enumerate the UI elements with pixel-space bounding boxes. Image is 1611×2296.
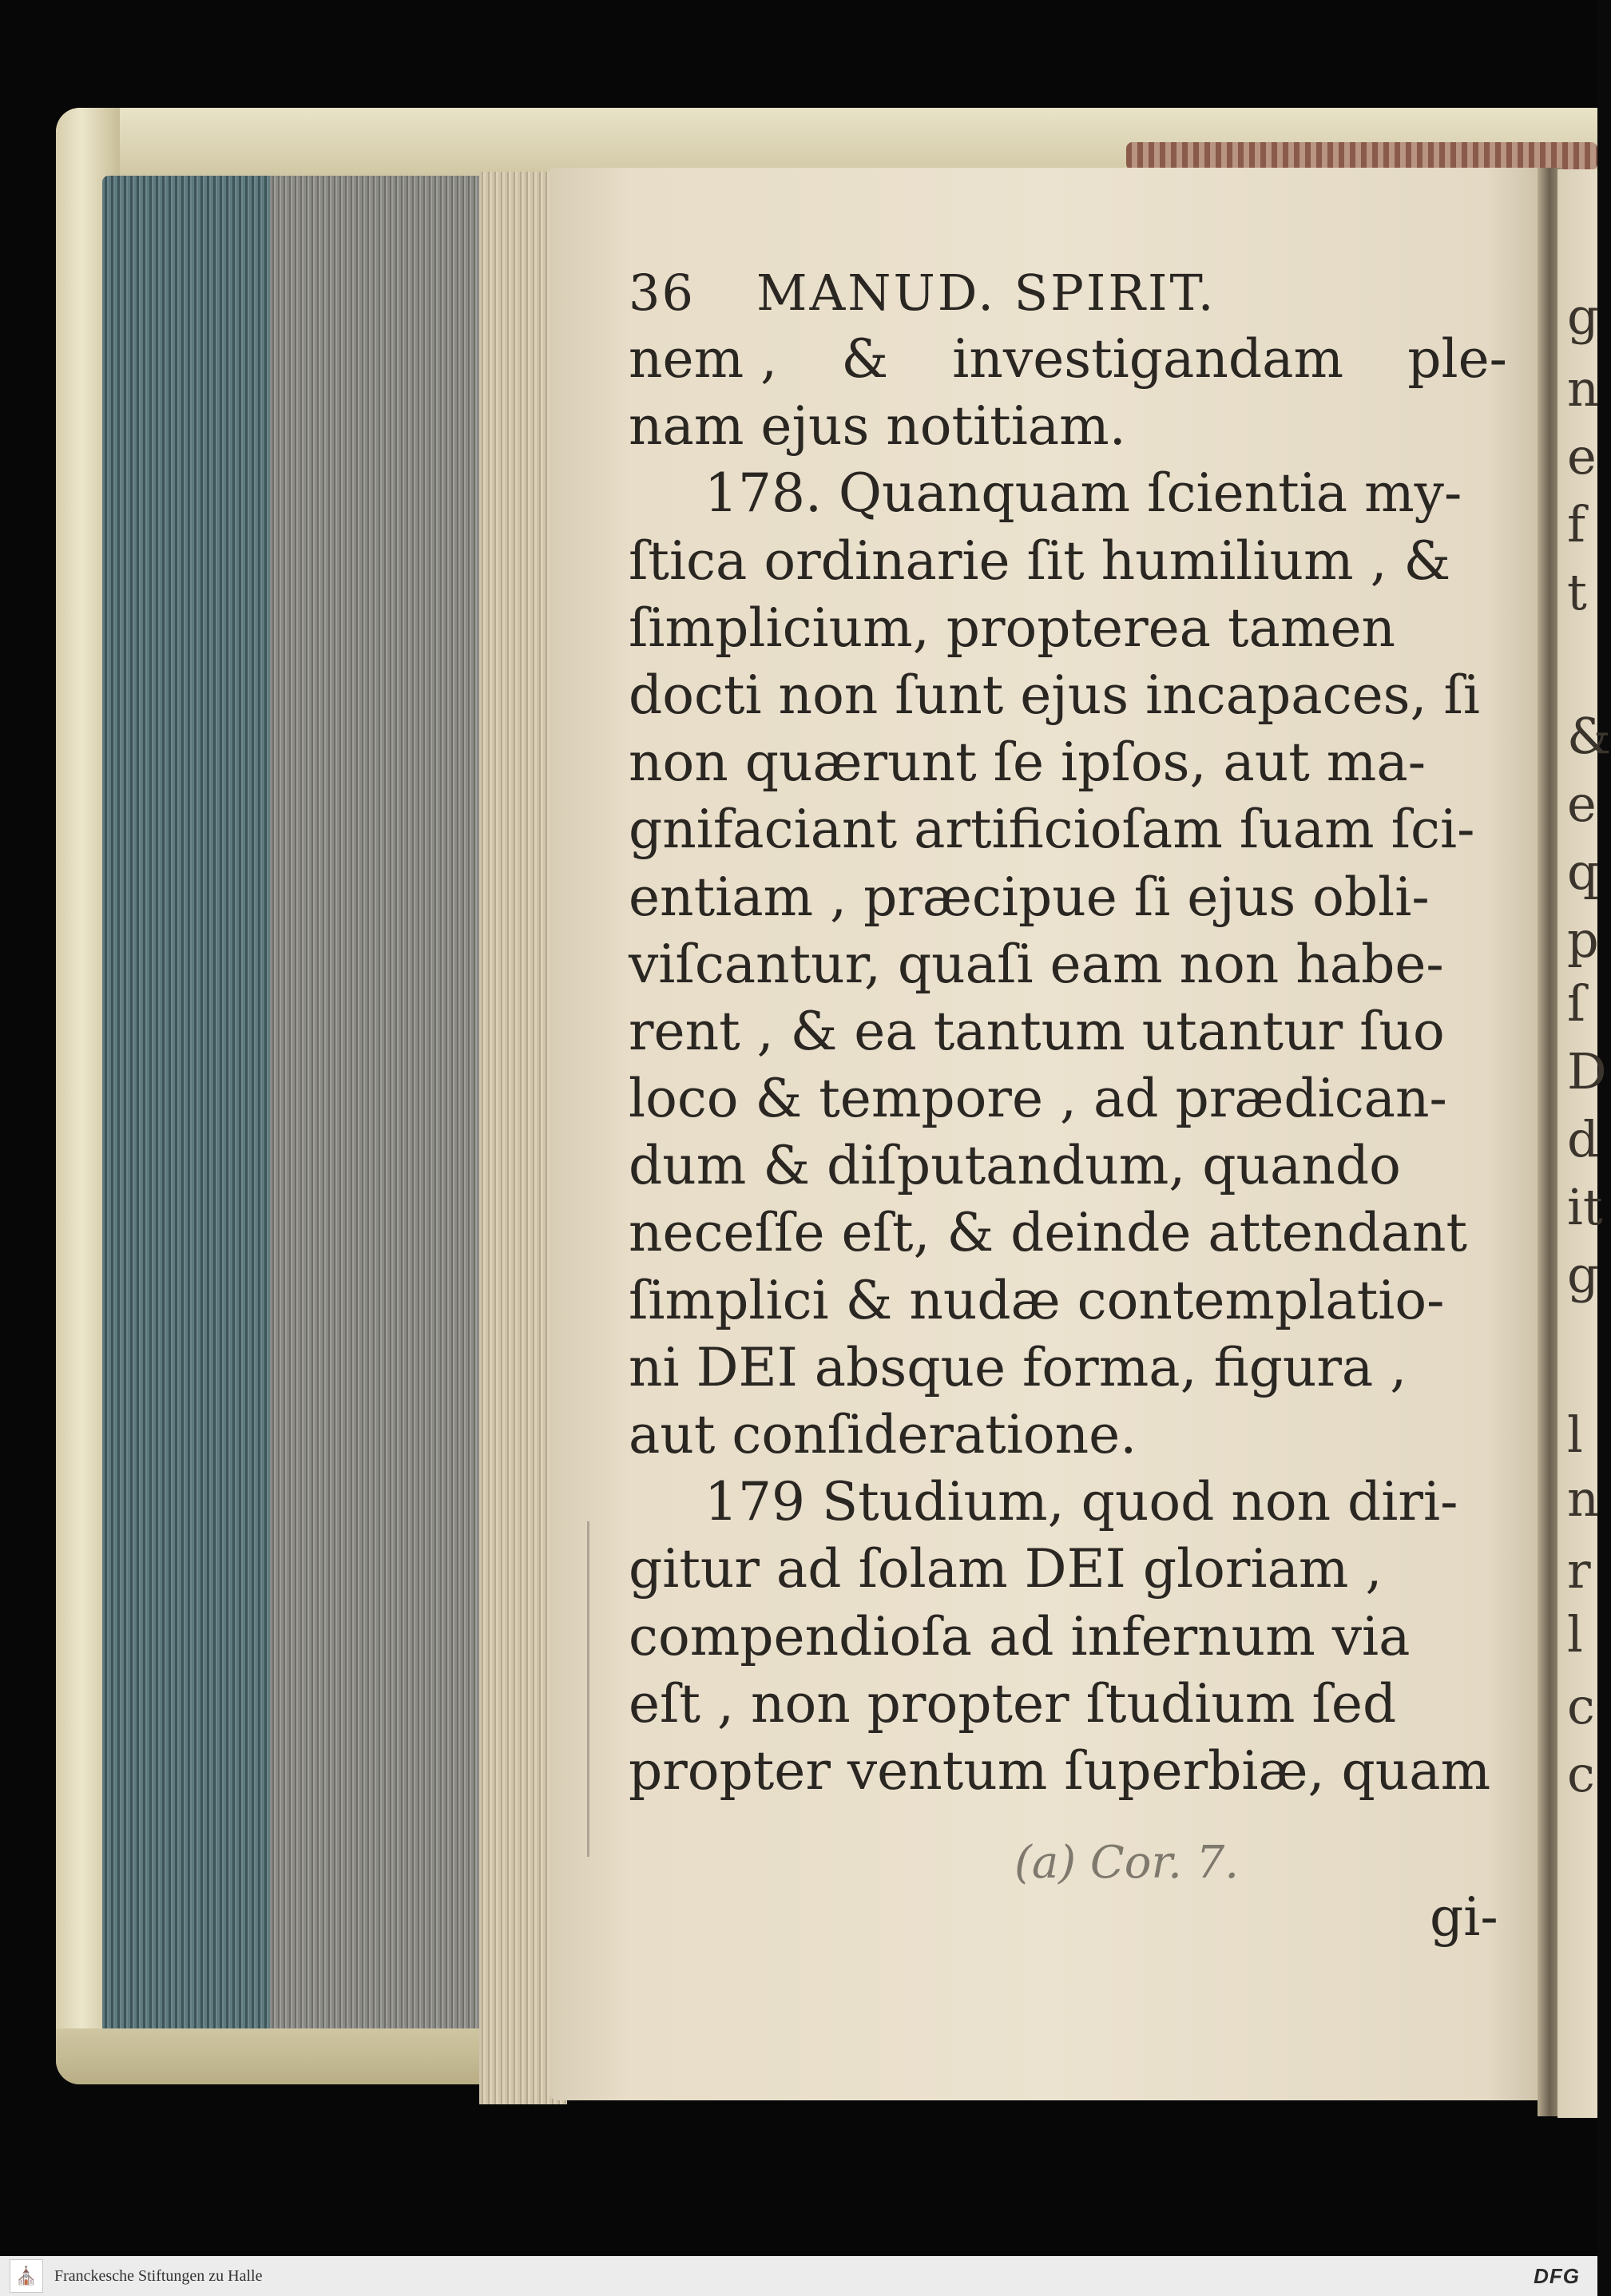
dfg-logo: DFG: [1534, 2263, 1580, 2288]
facing-page-letter: d: [1567, 1110, 1599, 1168]
text-segment: ſimplici & nudæ contemplatio-: [629, 1269, 1445, 1331]
text-line: [629, 1065, 1507, 1132]
text-line: [629, 1604, 1507, 1671]
facing-page-letter: n: [1567, 359, 1599, 418]
facing-page-letter: D: [1567, 1042, 1607, 1100]
text-segment: dum & diſputandum, quando: [629, 1135, 1401, 1197]
text-line: [629, 393, 1507, 460]
facing-page-letter: it: [1567, 1178, 1603, 1236]
text-segment: rent , & ea tantum utantur ſuo: [629, 1000, 1445, 1062]
text-lines: [629, 326, 1507, 1805]
facing-page-letter: c: [1567, 1677, 1595, 1735]
text-segment: non quærunt ſe ipſos, aut ma-: [629, 732, 1426, 794]
text-line: [629, 729, 1507, 796]
text-segment: 178. Quanquam ſcientia my-: [704, 462, 1462, 525]
text-line: [629, 528, 1507, 595]
facing-page-letter: r: [1567, 1541, 1591, 1600]
text-segment: investigandam: [952, 328, 1344, 390]
facing-page-letter: e: [1567, 427, 1597, 486]
text-line: [629, 326, 1507, 393]
book-cover-bottom: [56, 2028, 551, 2084]
text-segment: ple-: [1407, 328, 1507, 390]
text-segment: gitur ad ſolam DEI gloriam ,: [629, 1538, 1383, 1600]
text-segment: propter ventum ſuperbiæ, quam: [629, 1739, 1491, 1802]
footer-bar: [0, 2256, 1597, 2296]
facing-page-letter: t: [1567, 563, 1587, 621]
facing-page-letter: q: [1567, 843, 1599, 901]
text-line: [629, 1334, 1507, 1402]
text-segment: gnifaciant artificioſam ſuam ſci-: [629, 799, 1475, 861]
facing-page-letter: f: [1567, 495, 1585, 553]
text-line: [629, 1267, 1507, 1334]
text-segment: docti non ſunt ejus incapaces, ſi: [629, 664, 1481, 726]
text-segment: aut conſideratione.: [629, 1404, 1137, 1465]
headband: [1126, 142, 1597, 170]
text-line: [629, 1536, 1507, 1603]
text-line: [629, 662, 1507, 729]
facing-page-letter: e: [1567, 775, 1597, 833]
facing-page-letter: g: [1567, 287, 1599, 346]
text-segment: ni DEI absque forma, figura ,: [629, 1336, 1407, 1398]
text-line: [629, 998, 1507, 1065]
text-segment: loco & tempore , ad prædican-: [629, 1068, 1447, 1130]
text-line: [629, 595, 1507, 662]
text-segment: entiam , præcipue ſi ejus obli-: [629, 866, 1430, 928]
facing-page-letter: ſ: [1567, 974, 1585, 1033]
text-segment: compendioſa ad infernum via: [629, 1605, 1411, 1667]
facing-page-letter: l: [1567, 1406, 1583, 1464]
text-line: [629, 1402, 1507, 1469]
facing-page-letter: l: [1567, 1605, 1583, 1664]
running-head: [629, 264, 1507, 326]
text-line: [629, 1738, 1507, 1805]
text-line: [629, 1671, 1507, 1738]
text-segment: eſt , non propter ſtudium ſed: [629, 1672, 1397, 1735]
margin-note: (a) Cor. 7.: [1014, 1837, 1240, 1889]
facing-page-letter: c: [1567, 1745, 1595, 1803]
institution-logo-icon: ⛪: [10, 2259, 43, 2293]
running-title: MANUD. SPIRIT.: [756, 264, 1216, 322]
text-line: [629, 460, 1507, 527]
pencil-margin-line: [587, 1521, 589, 1857]
text-line: [629, 864, 1507, 931]
facing-page-letter: n: [1567, 1469, 1599, 1528]
text-segment: 179 Studium, quod non diri-: [704, 1471, 1458, 1533]
text-line: [629, 1200, 1507, 1267]
facing-page-letter: &: [1567, 707, 1611, 765]
text-segment: nam ejus notitiam.: [629, 395, 1126, 458]
facing-page-letter: g: [1567, 1246, 1599, 1304]
page-text: [629, 264, 1507, 1805]
text-segment: ſimplicium, propterea tamen: [629, 597, 1396, 659]
text-line: [629, 931, 1507, 998]
page-number: 36: [629, 264, 695, 322]
text-line: [629, 1132, 1507, 1200]
text-segment: nem ,: [629, 328, 778, 390]
facing-page-letter: p: [1567, 910, 1599, 969]
text-segment: viſcantur, quaſi eam non habe-: [629, 933, 1444, 995]
text-line: [629, 796, 1507, 863]
text-segment: ſtica ordinarie ſit humilium , &: [629, 529, 1451, 592]
text-segment: &: [841, 328, 889, 390]
text-line: [629, 1469, 1507, 1536]
catchword: gi-: [1430, 1886, 1498, 1948]
text-segment: neceſſe eſt, & deinde attendant: [629, 1202, 1467, 1264]
institution-name: Franckesche Stiftungen zu Halle: [54, 2266, 263, 2285]
